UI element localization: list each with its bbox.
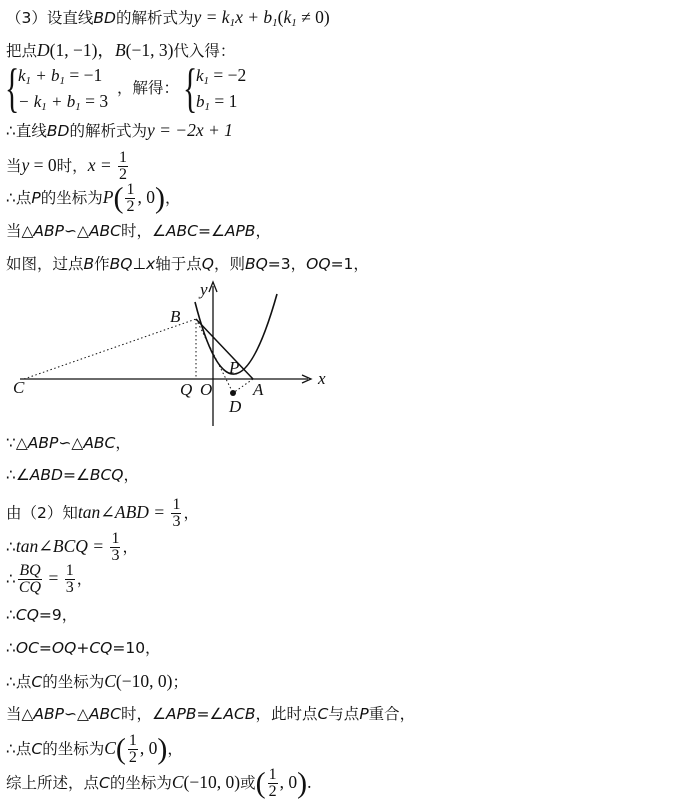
- text: BD: [93, 9, 116, 27]
- line-when-y-zero: 当y = 0时，x = $\frac{1}{2}$: [6, 149, 128, 183]
- y-axis-label: y: [200, 280, 208, 299]
- system-1-row-2: − $k_1 + b_1 = 3$: [18, 91, 109, 113]
- segment-ad: [233, 379, 253, 393]
- line-tan-bcq: ∴tan∠BCQ = $\frac{1}{3}$ ，: [6, 530, 138, 564]
- line-angles-equal: ∴∠ABD=∠BCQ，: [6, 466, 140, 484]
- point-label: B: [114, 40, 126, 60]
- label-q: Q: [180, 380, 193, 399]
- text: 把点: [6, 42, 38, 60]
- line-point-c-1: ∴点C的坐标为C(−10, 0)；: [6, 671, 188, 691]
- line-case-1: 当△ABP∽△ABC时，∠ABC=∠APB，: [6, 222, 271, 240]
- fraction: $\frac{1}{2}$: [126, 181, 135, 215]
- fraction: $\frac{1}{2}$: [119, 149, 128, 183]
- text: （3）设直线: [6, 9, 94, 27]
- label-a: A: [253, 380, 264, 399]
- line-conclusion: 综上所述，点C的坐标为C(−10, 0)或( $\frac{1}{2}$ , 0).: [6, 766, 312, 800]
- line-point-p: ∴点P的坐标为P( $\frac{1}{2}$ , 0)，: [6, 181, 181, 215]
- coords: (−1, 3): [125, 40, 174, 60]
- line-bd-expression: ∴直线BD的解析式为y = −2x + 1: [6, 120, 233, 140]
- text: 代入得：: [173, 42, 236, 60]
- system-2-row-1: $k_1 = -2$: [196, 65, 247, 87]
- line-point-c-2: ∴点C的坐标为C( $\frac{1}{2}$ , 0)，: [6, 732, 183, 766]
- line-tan-abd: 由（2）知tan∠ABD = $\frac{1}{3}$ ，: [6, 496, 199, 530]
- line-similar: ∵△ABP∽△ABC，: [6, 434, 131, 452]
- line-cq: ∴CQ=9，: [6, 606, 78, 624]
- text: 的解析式为: [115, 9, 194, 27]
- system-1-row-1: $k_1 + b_1 = -1$: [18, 65, 103, 87]
- formula: $y = k_1x + b_1(k_1 \ne 0)$: [193, 7, 330, 29]
- line-setup-bd: [6, 9, 330, 29]
- point-d: [230, 390, 236, 396]
- point-label: D: [37, 40, 50, 60]
- label-d: D: [229, 397, 242, 416]
- system-2-row-2: $b_1 = 1$: [196, 91, 238, 113]
- solve-label: ，解得：: [117, 79, 180, 97]
- geometry-figure: [0, 278, 350, 430]
- formula: y = −2x + 1: [146, 120, 233, 140]
- line-substitute-points: [6, 42, 235, 60]
- coords: (1, −1)，: [49, 40, 115, 60]
- label-o: O: [200, 380, 213, 399]
- label-p: P: [229, 358, 240, 377]
- line-ratio: ∴ $\frac{BQ}{CQ}$ = $\frac{1}{3}$ ，: [6, 562, 93, 596]
- line-construct-bq: 如图，过点B作BQ⊥x轴于点Q，则BQ=3，OQ=1，: [6, 255, 369, 273]
- segment-cb: [24, 319, 196, 379]
- left-brace-2: {: [183, 58, 198, 118]
- x-axis-label: x: [318, 369, 326, 388]
- label-b: B: [170, 307, 181, 326]
- line-case-2: 当△ABP∽△ABC时，∠APB=∠ACB，此时点C与点P重合，: [6, 705, 416, 723]
- line-oc: ∴OC=OQ+CQ=10，: [6, 639, 161, 657]
- left-brace-1: {: [5, 58, 20, 118]
- label-c: C: [13, 378, 25, 397]
